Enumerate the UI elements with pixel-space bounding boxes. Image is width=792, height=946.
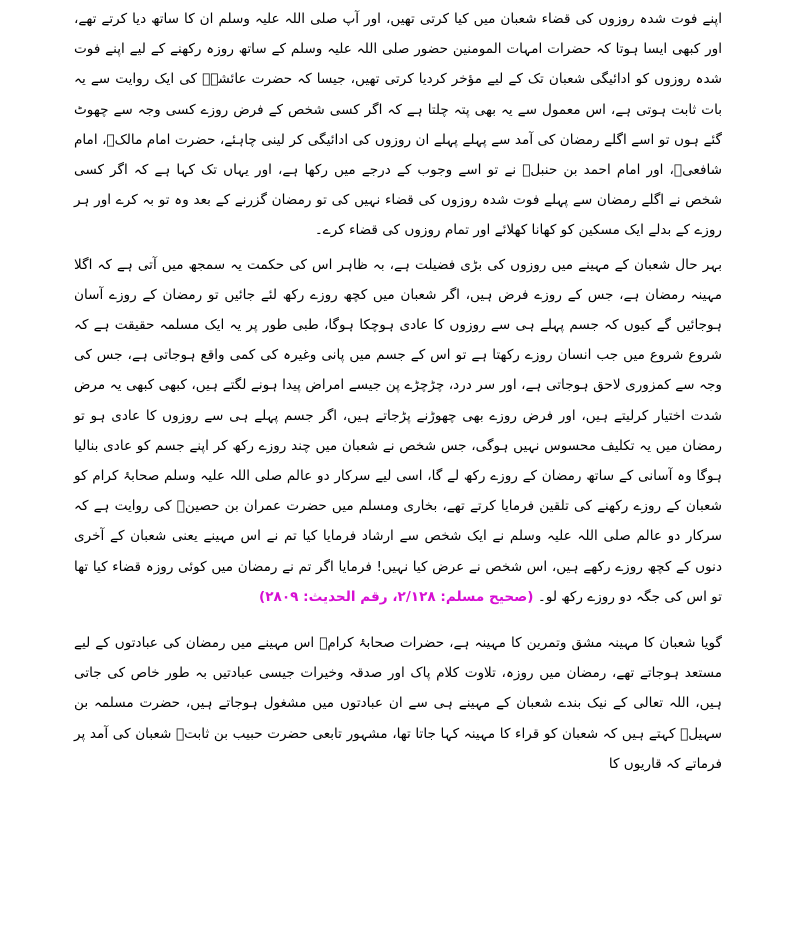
paragraph-2-text: بہر حال شعبان کے مہینے میں روزوں کی بڑی فضیلت ہے، بہ ظاہر اس کی حکمت یہ سمجھ میں آتی ہے کہ اگلا مہینہ رمضان ہے، جس کے روزے فرض ہیں، اگر شعبان میں کچھ روزے رکھ لئے جائیں تو رمضان کے روزے آسان ہوجائیں گے کیوں کہ جسم پہلے ہی سے روزوں کا عادی ہوچکا ہوگا، طبی طور پر یہ ایک مسلمہ حقیقت ہے کہ شروع شروع میں جب انسان روزے رکھتا ہے تو اس کے جسم میں پانی وغیرہ کی کمی واقع ہوجاتی ہے، جس کی وجہ سے کمزوری لاحق ہوجاتی ہے، اور سر درد، چڑچڑے پن جیسے امراض پیدا ہونے لگتے ہیں، کبھی کبھی یہ مرض شدت اختیار کرلیتے ہیں، اور فرض روزے بھی چھوڑنے پڑجاتے ہیں، اگر جسم پہلے ہی سے روزوں کا عادی ہو تو رمضان میں یہ تکلیف محسوس نہیں ہوگی، جس شخص نے شعبان میں چند روزے رکھ کر اپنے جسم کو عادی بنالیا ہوگا وہ آسانی کے ساتھ رمضان کے روزے رکھ لے گا، اسی لیے سرکار دو عالم صلی اللہ علیہ وسلم صحابۂ کرام کو شعبان کے روزے رکھنے کی تلقین فرمایا کرتے تھے، بخاری ومسلم میں حضرت عمران بن حصینؓ کی روایت ہے کہ سرکار دو عالم صلی اللہ علیہ وسلم نے ایک شخص سے ارشاد فرمایا کیا تم نے اس مہینے یعنی شعبان کے آخری دنوں کے کچھ روزے رکھے ہیں، اس شخص نے عرض کیا نہیں! فرمایا اگر تم نے رمضان میں کوئی روزہ قضاء کیا تھا تو اس کی جگہ دو روزے رکھ لو۔ — [74, 256, 722, 605]
paragraph-3-text: گویا شعبان کا مہینہ مشق وتمرین کا مہینہ ہے، حضرات صحابۂ کرامؓ اس مہینے میں رمضان کی عبادتوں کے لیے مستعد ہوجاتے تھے، رمضان میں روزہ، تلاوت کلام پاک اور صدقہ وخیرات جیسی عبادتیں بہ طور خاص کی جاتی ہیں، اللہ تعالی کے نیک بندے شعبان کے مہینے ہی سے ان عبادتوں میں مشغول ہوجاتے ہیں، حضرت مسلمہ بن سہیلؒ کہتے ہیں کہ شعبان کو قراء کا مہینہ کہا جاتا تھا، مشہور تابعی حضرت حبیب بن ثابتؒ شعبان کی آمد پر فرماتے کہ قاریوں کا — [74, 635, 722, 772]
paragraph-gap — [74, 612, 722, 628]
paragraph-1 — [74, 4, 722, 246]
paragraph-2 — [74, 250, 722, 612]
paragraph-3 — [74, 628, 722, 779]
paragraph-1-text: اپنے فوت شدہ روزوں کی قضاء شعبان میں کیا کرتی تھیں، اور آپ صلی اللہ علیہ وسلم ان کا ساتھ دیا کرتے تھے، اور کبھی ایسا ہوتا کہ حضرات امہات المومنین حضور صلی اللہ علیہ وسلم کے ساتھ روزہ رکھنے کے لیے اپنے فوت شدہ روزوں کو ادائیگی شعبان تک کے لیے مؤخر کردیا کرتی تھیں، جیسا کہ حضرت عائشہؓ کی ایک روایت سے یہ بات ثابت ہوتی ہے، اس معمول سے یہ بھی پتہ چلتا ہے کہ اگر کسی شخص کے فرض روزے کسی وجہ سے چھوٹ گئے ہوں تو اسے اگلے رمضان کی آمد سے پہلے پہلے ان روزوں کی ادائیگی کر لینی چاہئے، حضرت امام مالکؒ، امام شافعیؒ، اور امام احمد بن حنبلؒ نے تو اسے وجوب کے درجے میں رکھا ہے، اور یہاں تک کہا ہے کہ اگر کسی شخص نے اگلے رمضان سے پہلے فوت شدہ روزوں کی قضاء نہیں کی تو رمضان گزرنے کے بعد وہ تو بہ کرے اور ہر روزے کے بدلے ایک مسکین کو کھانا کھلائے اور تمام روزوں کی قضاء کرے۔ — [74, 11, 722, 239]
urdu-text-body — [74, 4, 722, 779]
hadith-citation: (صحیح مسلم: ۲/۱۲۸، رقم الحدیث: ۲۸۰۹) — [259, 588, 534, 605]
